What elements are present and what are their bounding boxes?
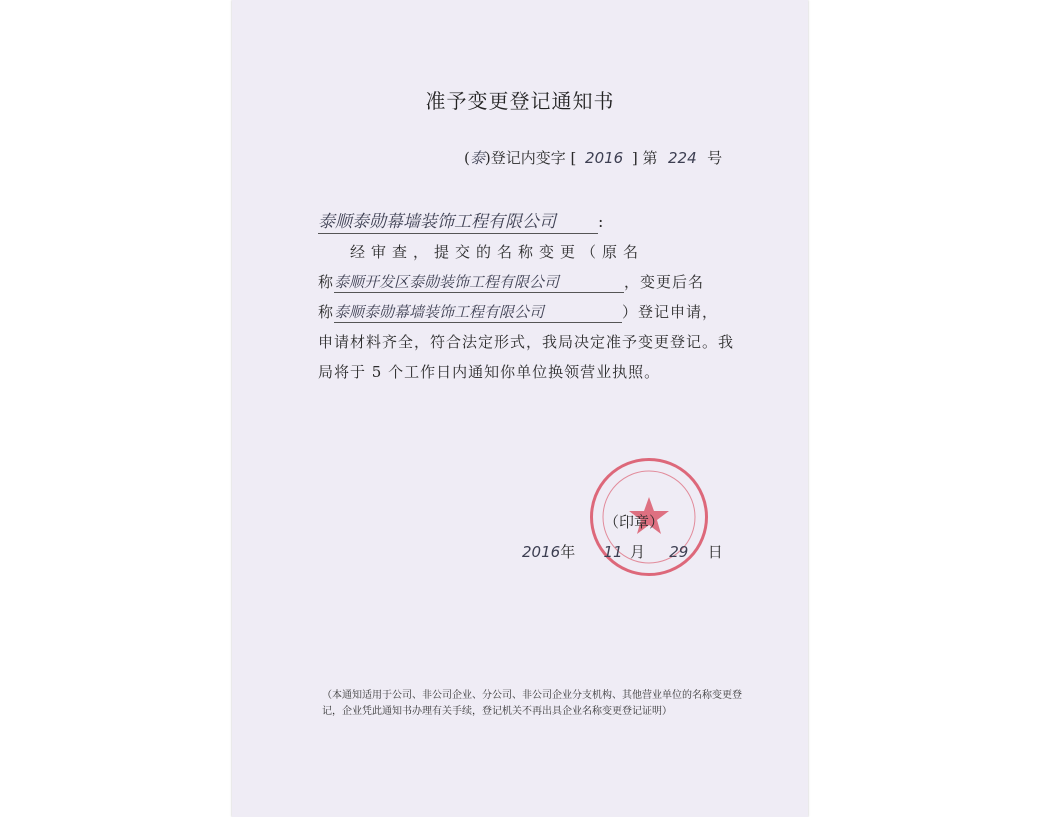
addressee-name: 泰顺泰勋幕墙装饰工程有限公司 xyxy=(318,207,598,234)
date-month-unit: 月 xyxy=(629,543,645,561)
date-day: 29 xyxy=(669,543,689,561)
issue-date xyxy=(522,541,723,562)
date-year: 2016 xyxy=(522,543,561,561)
docno-year: 2016 xyxy=(585,149,624,167)
document-title: 准予变更登记通知书 xyxy=(425,89,615,113)
docno-number: 224 xyxy=(668,149,697,167)
document-number xyxy=(464,147,722,168)
docno-prefix: ( xyxy=(464,149,470,167)
new-company-name: 泰顺泰勋幕墙装饰工程有限公司 xyxy=(334,301,622,323)
body-line-3-start: 称 xyxy=(318,303,335,321)
body-line-3-end: ）登记申请， xyxy=(622,303,719,321)
document-page xyxy=(232,0,808,817)
footnote: （本通知适用于公司、非公司企业、分公司、非公司企业分支机构、其他营业单位的名称变更登记，企业凭此通知书办理有关手续，登记机关不再出具企业名称变更登记证明） xyxy=(322,690,742,717)
body-line-2 xyxy=(318,271,704,293)
addressee-line xyxy=(318,207,603,234)
stamp-label: （印章） xyxy=(604,513,665,531)
body-line-5: 局将于 5 个工作日内通知你单位换领营业执照。 xyxy=(318,363,661,381)
body-line-2-start: 称 xyxy=(318,273,335,291)
body-line-1: 经审查，提交的名称变更（原名 xyxy=(350,243,645,261)
body-line-3 xyxy=(318,301,718,323)
old-company-name: 泰顺开发区泰勋装饰工程有限公司 xyxy=(334,271,624,293)
body-line-2-end: ，变更后名 xyxy=(624,273,705,291)
docno-region: 泰 xyxy=(469,149,485,167)
docno-middle: )登记内变字 [ xyxy=(484,149,577,167)
docno-mid2: ] 第 xyxy=(631,149,658,167)
addressee-colon: : xyxy=(598,212,604,231)
body-line-4: 申请材料齐全，符合法定形式，我局决定准予变更登记。我 xyxy=(318,333,735,351)
date-month: 11 xyxy=(603,543,623,561)
date-year-unit: 年 xyxy=(560,543,576,561)
date-day-unit: 日 xyxy=(707,543,723,561)
docno-suffix: 号 xyxy=(707,149,723,167)
